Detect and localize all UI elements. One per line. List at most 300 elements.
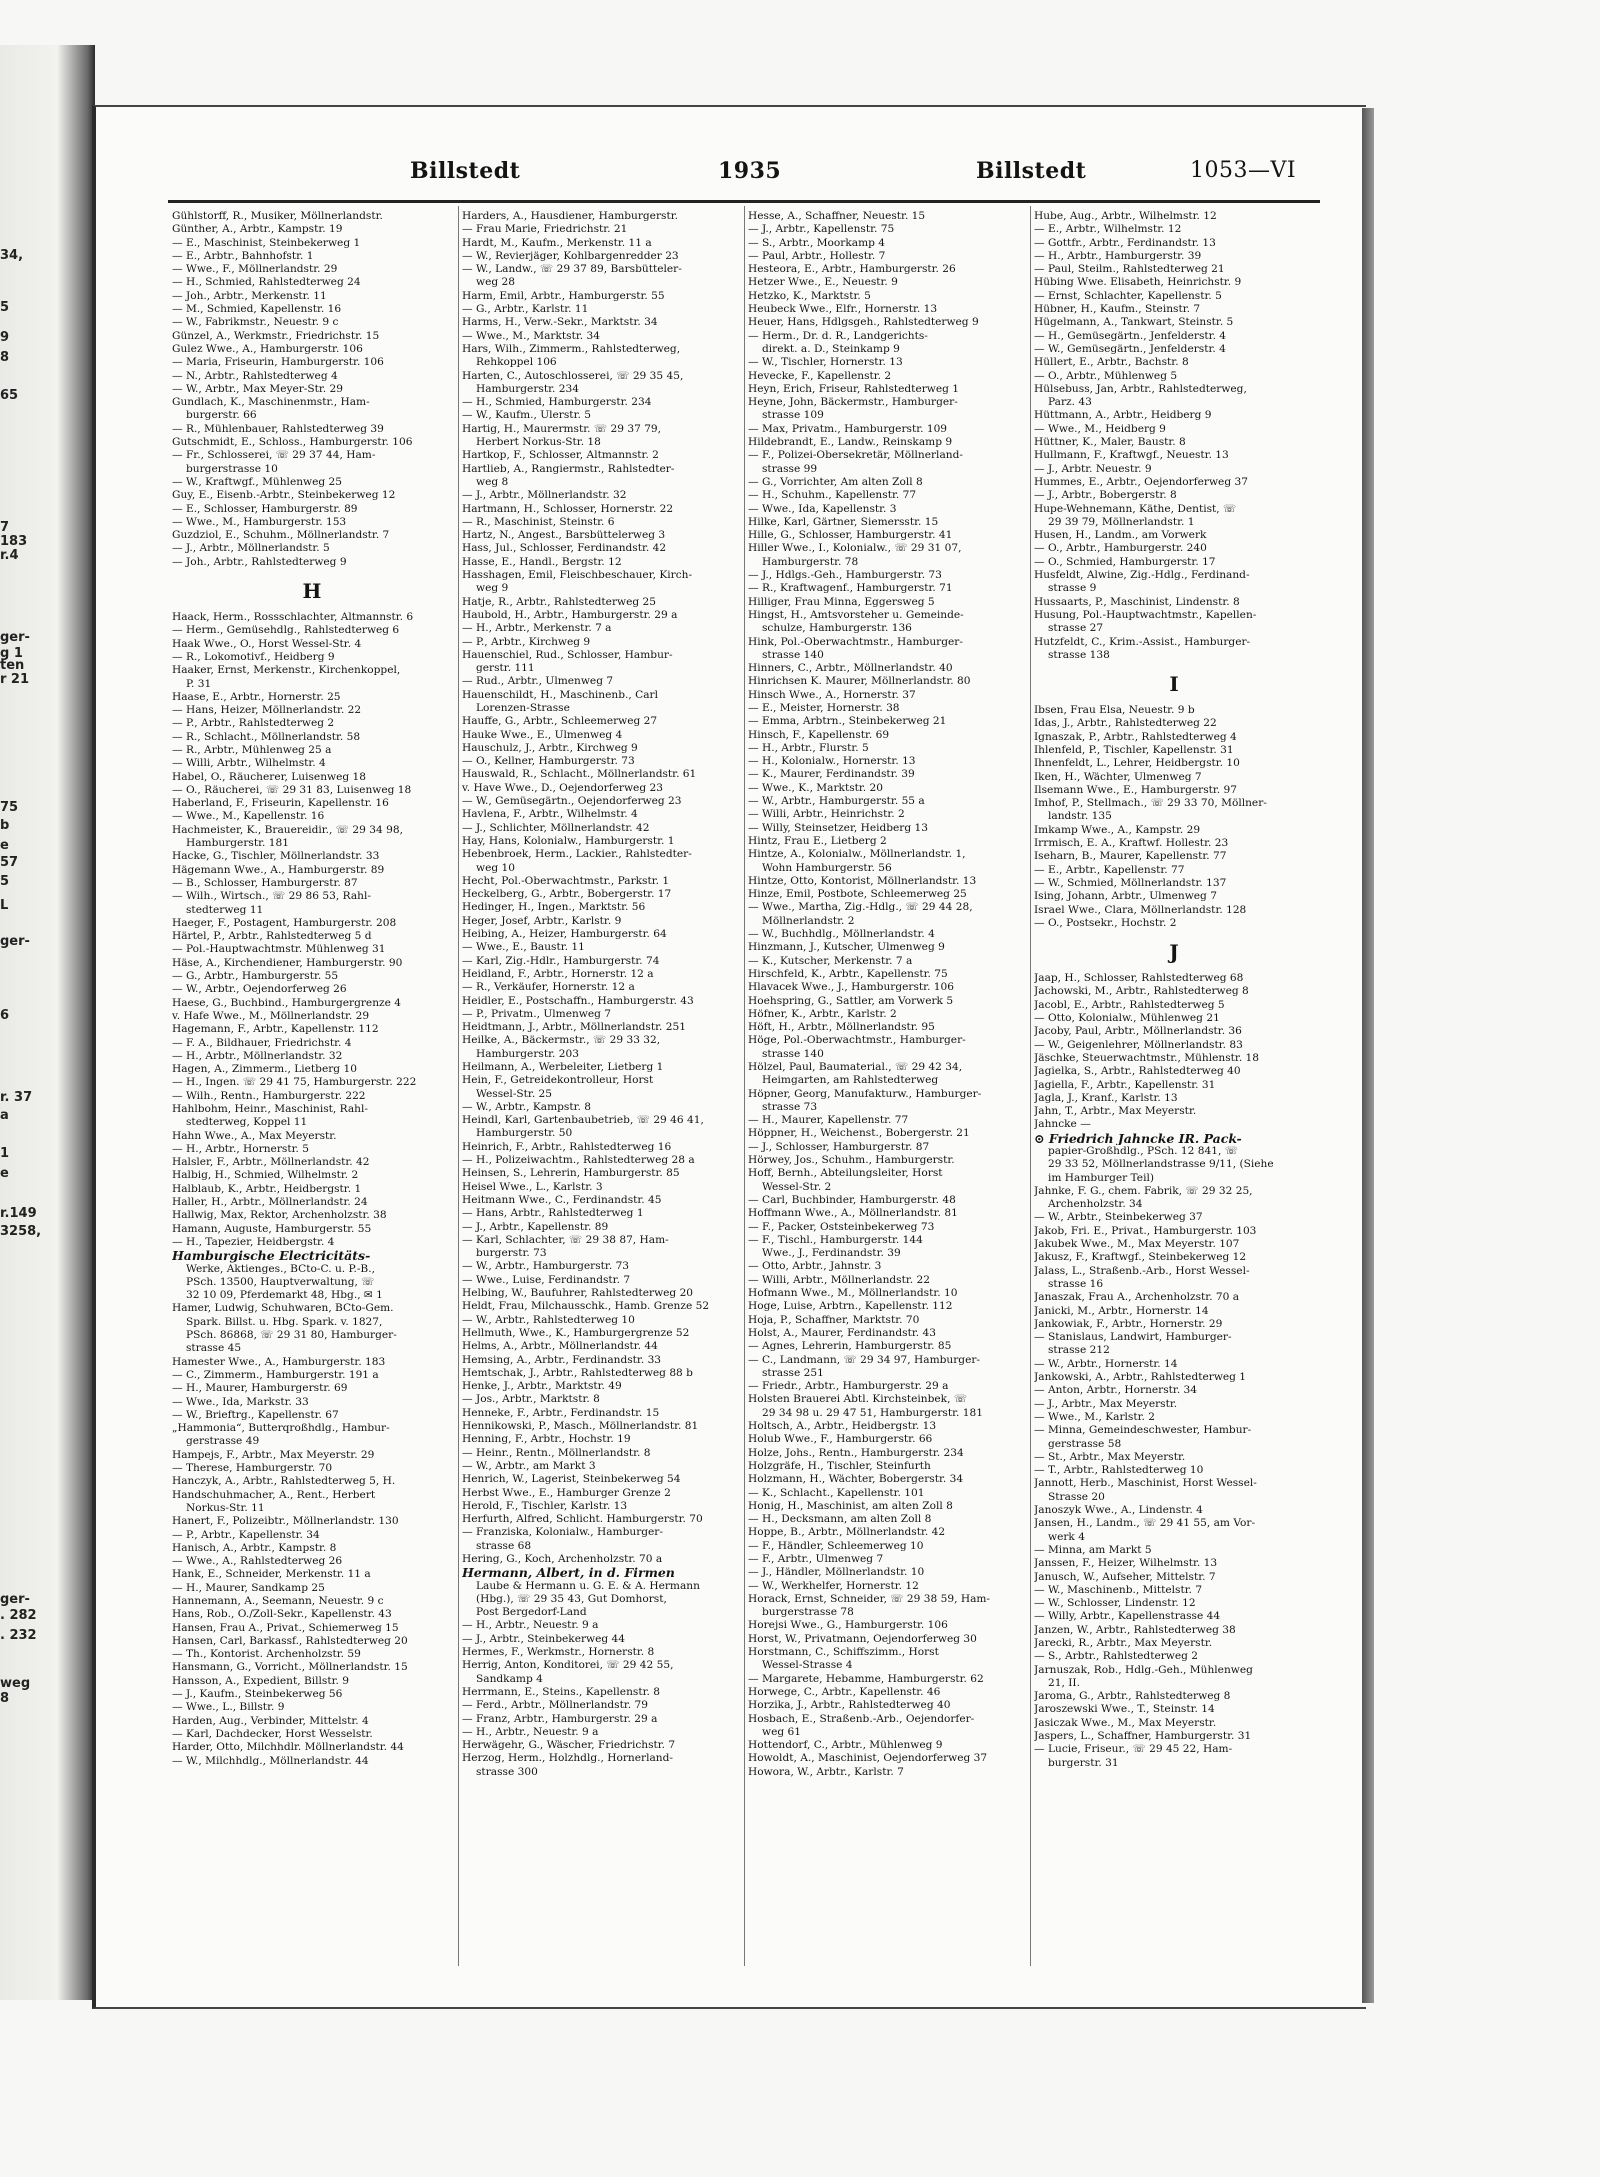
- directory-entry-line: — E., Meister, Hornerstr. 38: [748, 701, 900, 714]
- directory-entry-line: Irrmisch, E. A., Kraftwf. Hollestr. 23: [1034, 837, 1229, 850]
- directory-entry-line: weg 28: [476, 276, 515, 289]
- directory-entry-line: — Wwe., Ida, Kapellenstr. 3: [748, 502, 897, 515]
- directory-entry-line: — F., Polizei-Obersekretär, Möllnerland-: [748, 449, 963, 462]
- directory-entry-line: — H., Arbtr., Hamburgerstr. 39: [1034, 249, 1202, 262]
- directory-entry-line: — Maria, Friseurin, Hamburgerstr. 106: [172, 356, 384, 369]
- directory-entry-line: Hering, G., Koch, Archenholzstr. 70 a: [462, 1552, 663, 1565]
- directory-entry-line: — H., Arbtr., Merkenstr. 7 a: [462, 622, 612, 635]
- directory-entry-line: Hoff, Bernh., Abteilungsleiter, Horst: [748, 1167, 943, 1180]
- directory-entry-line: burgerstrasse 10: [186, 462, 278, 475]
- directory-entry-line: Hermann, Albert, in d. Firmen: [462, 1566, 675, 1580]
- directory-entry-line: — Wwe., K., Marktstr. 20: [748, 781, 884, 794]
- directory-entry-line: — O., Schmied, Hamburgerstr. 17: [1034, 555, 1216, 568]
- directory-entry-line: — Wwe., F., Möllnerlandstr. 29: [172, 263, 338, 276]
- directory-entry-line: Guy, E., Eisenb.-Arbtr., Steinbekerweg 12: [172, 489, 396, 502]
- directory-entry-line: Halsler, F., Arbtr., Möllnerlandstr. 42: [172, 1156, 370, 1169]
- margin-fragment: 1: [0, 1146, 10, 1161]
- directory-entry-line: — Wilh., Wirtsch., ☏ 29 86 53, Rahl-: [172, 890, 371, 903]
- directory-entry-line: 29 33 52, Möllnerlandstrasse 9/11, (Siehe: [1048, 1158, 1274, 1171]
- directory-entry-line: Heibing, A., Heizer, Hamburgerstr. 64: [462, 928, 667, 941]
- directory-entry-line: Ihnenfeldt, L., Lehrer, Heidbergstr. 10: [1034, 757, 1240, 770]
- directory-entry-line: stedterweg 11: [186, 903, 264, 916]
- directory-entry-line: Jacoby, Paul, Arbtr., Möllnerlandstr. 36: [1034, 1025, 1242, 1038]
- directory-entry-line: Heidler, E., Postschaffn., Hamburgerstr. 43: [462, 994, 694, 1007]
- directory-entry-line: Hahlbohm, Heinr., Maschinist, Rahl-: [172, 1103, 368, 1115]
- directory-entry-line: Hübner, H., Kaufm., Steinstr. 7: [1034, 303, 1201, 316]
- directory-entry-line: — H., Decksmann, am alten Zoll 8: [748, 1513, 932, 1526]
- directory-entry-line: Jaap, H., Schlosser, Rahlstedterweg 68: [1034, 972, 1244, 985]
- directory-entry-line: Hüttmann, A., Arbtr., Heidberg 9: [1034, 409, 1212, 422]
- directory-entry-line: — Hans, Heizer, Möllnerlandstr. 22: [172, 704, 362, 717]
- directory-entry-line: Imhof, P., Stellmach., ☏ 29 33 70, Möllner-: [1034, 797, 1267, 810]
- directory-entry-line: — Lucie, Friseur., ☏ 29 45 22, Ham-: [1034, 1743, 1233, 1756]
- directory-entry-line: Hagen, A., Zimmerm., Lietberg 10: [172, 1063, 357, 1076]
- directory-entry-line: Hevecke, F., Kapellenstr. 2: [748, 369, 892, 382]
- directory-entry-line: — W., Arbtr., Oejendorferweg 26: [172, 983, 347, 996]
- directory-entry-line: — R., Mühlenbauer, Rahlstedterweg 39: [172, 422, 384, 435]
- directory-entry-line: — W., Arbtr., Rahlstedterweg 10: [462, 1313, 635, 1326]
- directory-entry-line: — O., Postsekr., Hochstr. 2: [1034, 916, 1177, 929]
- directory-entry-line: — O., Arbtr., Mühlenweg 5: [1034, 369, 1178, 382]
- directory-entry-line: — H., Kolonialw., Hornerstr. 13: [748, 755, 916, 768]
- directory-entry-line: — J., Arbtr. Neuestr. 9: [1034, 462, 1152, 475]
- directory-entry-line: Hesse, A., Schaffner, Neuestr. 15: [748, 210, 926, 222]
- directory-entry-line: Strasse 20: [1048, 1490, 1105, 1503]
- directory-entry-line: Hintze, Otto, Kontorist, Möllnerlandstr. 13: [748, 874, 977, 887]
- directory-entry-line: Heyn, Erich, Friseur, Rahlstedterweg 1: [748, 382, 960, 395]
- directory-entry-line: Hoffmann Wwe., A., Möllnerlandstr. 81: [748, 1207, 958, 1220]
- directory-entry-line: Hummes, E., Arbtr., Oejendorferweg 37: [1034, 475, 1248, 488]
- directory-entry-line: Heimgarten, am Rahlstedterweg: [762, 1074, 939, 1087]
- directory-entry-line: — P., Privatm., Ulmenweg 7: [462, 1007, 612, 1020]
- directory-entry-line: Hinze, Emil, Postbote, Schleemerweg 25: [748, 888, 967, 901]
- directory-entry-line: Hartlieb, A., Rangiermstr., Rahlstedter-: [462, 462, 675, 475]
- directory-entry-line: Herbert Norkus-Str. 18: [476, 436, 601, 449]
- directory-entry-line: burgerstr. 73: [476, 1247, 547, 1260]
- directory-entry-line: — Karl, Schlachter, ☏ 29 38 87, Ham-: [462, 1233, 669, 1246]
- directory-entry-line: — R., Lokomotivf., Heidberg 9: [172, 650, 335, 663]
- directory-entry-line: Hinzmann, J., Kutscher, Ulmenweg 9: [748, 941, 945, 954]
- directory-entry-line: strasse 140: [762, 1047, 824, 1060]
- directory-entry-line: Wwe., J., Ferdinandstr. 39: [762, 1247, 901, 1260]
- directory-entry-line: Hardt, M., Kaufm., Merkenstr. 11 a: [462, 236, 652, 249]
- directory-entry-line: Gutschmidt, E., Schloss., Hamburgerstr. 106: [172, 436, 413, 449]
- directory-entry-line: Hintz, Frau E., Lietberg 2: [748, 834, 887, 847]
- directory-entry-line: — H., Maurer, Hamburgerstr. 69: [172, 1382, 348, 1395]
- directory-entry-line: — R., Arbtr., Mühlenweg 25 a: [172, 743, 332, 756]
- directory-entry-line: Hilliger, Frau Minna, Eggersweg 5: [748, 595, 935, 608]
- directory-entry-line: Hallwig, Max, Rektor, Archenholzstr. 38: [172, 1209, 387, 1222]
- directory-entry-line: Archenholzstr. 34: [1048, 1198, 1143, 1211]
- directory-entry-line: — W., Arbtr., am Markt 3: [462, 1459, 596, 1472]
- directory-entry-line: — H., Tapezier, Heidbergstr. 4: [172, 1235, 335, 1248]
- directory-entry-line: Janusch, W., Aufseher, Mittelstr. 7: [1034, 1570, 1216, 1583]
- directory-entry-line: — E., Schlosser, Hamburgerstr. 89: [172, 502, 358, 515]
- directory-entry-line: Hamester Wwe., A., Hamburgerstr. 183: [172, 1355, 386, 1368]
- directory-entry-line: Hanczyk, A., Arbtr., Rahlstedterweg 5, H.: [172, 1475, 396, 1488]
- directory-entry-line: Hauffe, G., Arbtr., Schleemerweg 27: [462, 715, 658, 728]
- directory-entry-line: — H., Maurer, Sandkamp 25: [172, 1581, 325, 1594]
- directory-entry-line: — O., Arbtr., Hamburgerstr. 240: [1034, 542, 1207, 555]
- directory-entry-line: gerstr. 111: [476, 662, 535, 675]
- directory-entry-line: Hupe-Wehnemann, Käthe, Dentist, ☏: [1034, 502, 1237, 515]
- directory-entry-line: Janoszyk Wwe., A., Lindenstr. 4: [1034, 1504, 1203, 1517]
- directory-entry-line: Hinrichsen K. Maurer, Möllnerlandstr. 80: [748, 675, 971, 688]
- directory-entry-line: — Karl, Dachdecker, Horst Wesselstr.: [172, 1727, 373, 1740]
- margin-fragment: L: [0, 898, 9, 913]
- section-letter: I: [1169, 672, 1179, 697]
- directory-column-4: [1034, 210, 1314, 1770]
- directory-entry-line: — W., Arbtr., Hamburgerstr. 73: [462, 1260, 630, 1273]
- directory-entry-line: Harms, H., Verw.-Sekr., Marktstr. 34: [462, 316, 658, 329]
- directory-entry-line: strasse 99: [762, 462, 818, 475]
- directory-entry-line: Hass, Jul., Schlosser, Ferdinandstr. 42: [462, 542, 667, 555]
- directory-entry-line: — W., Arbtr., Max Meyer-Str. 29: [172, 382, 344, 395]
- directory-entry-line: Hemtschak, J., Arbtr., Rahlstedterweg 88 b: [462, 1366, 693, 1379]
- directory-entry-line: Heidtmann, J., Arbtr., Möllnerlandstr. 251: [462, 1021, 686, 1034]
- directory-entry-line: (Hbg.), ☏ 29 35 43, Gut Domhorst,: [476, 1592, 667, 1605]
- directory-entry-line: Parz. 43: [1048, 396, 1092, 409]
- directory-entry-line: — Th., Kontorist. Archenholzstr. 59: [172, 1648, 361, 1661]
- directory-entry-line: strasse 300: [476, 1765, 538, 1778]
- directory-entry-line: Henke, J., Arbtr., Marktstr. 49: [462, 1380, 622, 1393]
- directory-entry-line: — H., Polizeiwachtm., Rahlstedterweg 28 a: [462, 1154, 695, 1167]
- directory-entry-line: Hagemann, F., Arbtr., Kapellenstr. 112: [172, 1023, 379, 1036]
- directory-entry-line: 29 39 79, Möllnerlandstr. 1: [1048, 515, 1195, 528]
- directory-entry-line: — J., Kaufm., Steinbekerweg 56: [172, 1688, 343, 1701]
- directory-entry-line: Harder, Otto, Milchhdlr. Möllnerlandstr. 44: [172, 1741, 404, 1754]
- directory-entry-line: Hans, Rob., O./Zoll-Sekr., Kapellenstr. 43: [172, 1608, 392, 1621]
- directory-entry-line: Höge, Pol.-Oberwachtmstr., Hamburger-: [748, 1034, 966, 1047]
- directory-entry-line: Jachowski, M., Arbtr., Rahlstedterweg 8: [1034, 985, 1249, 998]
- directory-entry-line: — Friedr., Arbtr., Hamburgerstr. 29 a: [748, 1380, 949, 1393]
- directory-entry-line: Heitmann Wwe., C., Ferdinandstr. 45: [462, 1193, 662, 1206]
- directory-entry-line: strasse 212: [1048, 1344, 1110, 1357]
- directory-entry-line: Jankowski, A., Arbtr., Rahlstedterweg 1: [1034, 1371, 1247, 1384]
- directory-entry-line: Hügelmann, A., Tankwart, Steinstr. 5: [1034, 316, 1234, 329]
- directory-entry-line: Hamburgische Electricitäts-: [172, 1249, 371, 1263]
- directory-entry-line: — W., Tischler, Hornerstr. 13: [748, 356, 903, 369]
- directory-entry-line: Heilke, A., Bäckermstr., ☏ 29 33 32,: [462, 1034, 661, 1047]
- margin-fragment: ger-: [0, 1592, 30, 1607]
- directory-entry-line: Herbst Wwe., E., Hamburger Grenze 2: [462, 1486, 671, 1499]
- directory-entry-line: — W., Milchhdlg., Möllnerlandstr. 44: [172, 1754, 369, 1767]
- directory-entry-line: — R., Schlacht., Möllnerlandstr. 58: [172, 730, 361, 743]
- directory-entry-line: gerstrasse 49: [186, 1435, 260, 1448]
- margin-fragment: ger-: [0, 934, 30, 949]
- directory-entry-line: gerstrasse 58: [1048, 1437, 1122, 1450]
- directory-entry-line: — G., Vorrichter, Am alten Zoll 8: [748, 475, 923, 488]
- directory-entry-line: Hauenschiel, Rud., Schlosser, Hambur-: [462, 648, 673, 661]
- directory-entry-line: Herrig, Anton, Konditorei, ☏ 29 42 55,: [462, 1659, 674, 1672]
- directory-entry-line: — H., Schmied, Rahlstedterweg 24: [172, 276, 361, 289]
- directory-entry-line: strasse 251: [762, 1366, 824, 1379]
- directory-entry-line: — Joh., Arbtr., Rahlstedterweg 9: [172, 555, 347, 568]
- directory-entry-line: — F. A., Bildhauer, Friedrichstr. 4: [172, 1036, 352, 1049]
- directory-entry-line: — H., Arbtr., Flurstr. 5: [748, 741, 869, 754]
- directory-entry-line: Hofmann Wwe., M., Möllnerlandstr. 10: [748, 1287, 958, 1300]
- directory-entry-line: Hosbach, E., Straßenb.-Arb., Oejendorfer-: [748, 1712, 975, 1725]
- directory-entry-line: — H., Ingen. ☏ 29 41 75, Hamburgerstr. 222: [172, 1076, 417, 1089]
- directory-entry-line: — Willi, Arbtr., Wilhelmstr. 4: [172, 757, 326, 770]
- directory-entry-line: Haaker, Ernst, Merkenstr., Kirchenkoppel,: [172, 664, 401, 677]
- directory-entry-line: Hägemann Wwe., A., Hamburgerstr. 89: [172, 863, 385, 876]
- directory-entry-line: Hachmeister, K., Brauereidir., ☏ 29 34 98,: [172, 823, 403, 836]
- directory-entry-line: Harm, Emil, Arbtr., Hamburgerstr. 55: [462, 289, 665, 302]
- directory-entry-line: Hussaarts, P., Maschinist, Lindenstr. 8: [1034, 595, 1240, 608]
- directory-entry-line: v. Have Wwe., D., Oejendorferweg 23: [462, 781, 663, 794]
- directory-entry-line: Heidland, F., Arbtr., Hornerstr. 12 a: [462, 967, 654, 980]
- directory-entry-line: Hedinger, H., Ingen., Marktstr. 56: [462, 901, 646, 914]
- directory-entry-line: Harders, A., Hausdiener, Hamburgerstr.: [462, 210, 678, 222]
- directory-entry-line: — Ernst, Schlachter, Kapellenstr. 5: [1034, 289, 1222, 302]
- directory-entry-line: Janzen, W., Arbtr., Rahlstedterweg 38: [1034, 1623, 1236, 1636]
- margin-fragment: . 282: [0, 1608, 37, 1623]
- directory-entry-line: Hatje, R., Arbtr., Rahlstedterweg 25: [462, 595, 656, 608]
- directory-entry-line: Iken, H., Wächter, Ulmenweg 7: [1034, 770, 1202, 783]
- directory-entry-line: strasse 73: [762, 1100, 818, 1113]
- directory-entry-line: werk 4: [1048, 1530, 1085, 1543]
- directory-entry-line: Hottendorf, C., Arbtr., Mühlenweg 9: [748, 1739, 943, 1752]
- directory-entry-line: Hamburgerstr. 203: [476, 1047, 579, 1060]
- directory-entry-line: — J., Arbtr., Kapellenstr. 75: [748, 223, 895, 236]
- directory-entry-line: Husung, Pol.-Hauptwachtmstr., Kapellen-: [1034, 608, 1257, 621]
- directory-entry-line: — Ferd., Arbtr., Möllnerlandstr. 79: [462, 1699, 648, 1712]
- directory-entry-line: Husen, H., Landm., am Vorwerk: [1034, 529, 1207, 542]
- directory-entry-line: weg 10: [476, 861, 515, 874]
- directory-entry-line: Herold, F., Tischler, Karlstr. 13: [462, 1499, 628, 1512]
- directory-entry-line: — Therese, Hamburgerstr. 70: [172, 1462, 333, 1475]
- directory-entry-line: Heger, Josef, Arbtr., Karlstr. 9: [462, 914, 622, 927]
- directory-entry-line: — S., Arbtr., Rahlstedterweg 2: [1034, 1650, 1199, 1663]
- directory-entry-line: PSch. 86868, ☏ 29 31 80, Hamburger-: [186, 1329, 397, 1342]
- directory-entry-line: — W., Landw., ☏ 29 37 89, Barsbütteler-: [462, 263, 682, 276]
- margin-fragment: 3258,: [0, 1224, 42, 1239]
- directory-entry-line: — T., Arbtr., Rahlstedterweg 10: [1034, 1464, 1204, 1477]
- directory-column-3: [748, 210, 1028, 1779]
- margin-fragment: r.149: [0, 1206, 37, 1221]
- directory-entry-line: Haeger, F., Postagent, Hamburgerstr. 208: [172, 916, 397, 929]
- directory-entry-line: — E., Arbtr., Bahnhofstr. 1: [172, 249, 314, 262]
- directory-entry-line: — Gottfr., Arbtr., Ferdinandstr. 13: [1034, 236, 1216, 249]
- directory-entry-line: weg 9: [476, 582, 509, 595]
- directory-entry-line: Honig, H., Maschinist, am alten Zoll 8: [748, 1499, 953, 1512]
- directory-entry-line: — W., Kaufm., Ulerstr. 5: [462, 409, 591, 422]
- directory-entry-line: Holzgräfe, H., Tischler, Steinfurth: [748, 1459, 931, 1472]
- directory-entry-line: — Fr., Schlosserei, ☏ 29 37 44, Ham-: [172, 449, 376, 462]
- directory-entry-line: Hille, G., Schlosser, Hamburgerstr. 41: [748, 529, 953, 542]
- directory-entry-line: Holtsch, A., Arbtr., Heidbergstr. 13: [748, 1420, 937, 1433]
- directory-entry-line: Hecht, Pol.-Oberwachtmstr., Parkstr. 1: [462, 874, 670, 887]
- directory-entry-line: Hasshagen, Emil, Fleischbeschauer, Kirch-: [462, 569, 693, 582]
- directory-entry-line: Jankowiak, F., Arbtr., Hornerstr. 29: [1034, 1317, 1223, 1330]
- directory-entry-line: — H., Arbtr., Neuestr. 9 a: [462, 1619, 599, 1632]
- directory-entry-line: — Wilh., Rentn., Hamburgerstr. 222: [172, 1089, 366, 1102]
- directory-entry-line: — F., Tischl., Hamburgerstr. 144: [748, 1233, 923, 1246]
- directory-entry-line: Möllnerlandstr. 2: [762, 914, 855, 927]
- directory-entry-line: Haberland, F., Friseurin, Kapellenstr. 16: [172, 797, 389, 810]
- directory-entry-line: Helms, A., Arbtr., Möllnerlandstr. 44: [462, 1340, 658, 1353]
- directory-entry-line: Holsten Brauerei Abtl. Kirchsteinbek, ☏: [748, 1393, 968, 1406]
- margin-fragment: r 21: [0, 672, 30, 687]
- directory-entry-line: Hamann, Auguste, Hamburgerstr. 55: [172, 1222, 372, 1235]
- directory-entry-line: Herfurth, Alfred, Schlicht. Hamburgerstr. 70: [462, 1513, 703, 1526]
- directory-entry-line: Jaroma, G., Arbtr., Rahlstedterweg 8: [1034, 1690, 1231, 1703]
- directory-entry-line: Hemsing, A., Arbtr., Ferdinandstr. 33: [462, 1353, 662, 1366]
- directory-entry-line: Hölzel, Paul, Baumaterial., ☏ 29 42 34,: [748, 1061, 963, 1073]
- margin-fragment: b: [0, 818, 10, 833]
- directory-entry-line: — J., Arbtr., Kapellenstr. 89: [462, 1220, 609, 1233]
- directory-entry-line: Jaroszewski Wwe., T., Steinstr. 14: [1034, 1703, 1215, 1716]
- directory-entry-line: Ihlenfeld, P., Tischler, Kapellenstr. 31: [1034, 743, 1234, 756]
- directory-entry-line: — Wwe., L., Billstr. 9: [172, 1701, 285, 1714]
- directory-entry-line: — Frau Marie, Friedrichstr. 21: [462, 223, 628, 236]
- directory-entry-line: Heilmann, A., Werbeleiter, Lietberg 1: [462, 1061, 664, 1073]
- directory-entry-line: — H., Arbtr., Möllnerlandstr. 32: [172, 1049, 343, 1062]
- directory-entry-line: v. Hafe Wwe., M., Möllnerlandstr. 29: [172, 1009, 370, 1022]
- directory-entry-line: Hamburgerstr. 78: [762, 555, 859, 568]
- directory-entry-line: Howora, W., Arbtr., Karlstr. 7: [748, 1765, 904, 1778]
- directory-entry-line: Horzika, J., Arbtr., Rahlstedterweg 40: [748, 1699, 951, 1712]
- directory-entry-line: Havlena, F., Arbtr., Wilhelmstr. 4: [462, 808, 638, 821]
- directory-entry-line: — C., Zimmerm., Hamburgerstr. 191 a: [172, 1368, 379, 1381]
- directory-entry-line: Hamburgerstr. 181: [186, 837, 289, 850]
- directory-entry-line: Hansmann, G., Vorricht., Möllnerlandstr. 15: [172, 1661, 408, 1674]
- directory-entry-line: Hoge, Luise, Arbtrn., Kapellenstr. 112: [748, 1300, 953, 1313]
- section-letter: H: [302, 579, 322, 604]
- directory-entry-line: Hirschfeld, K., Arbtr., Kapellenstr. 75: [748, 967, 948, 980]
- directory-entry-line: Jahn, T., Arbtr., Max Meyerstr.: [1034, 1105, 1197, 1118]
- directory-entry-line: — Margarete, Hebamme, Hamburgerstr. 62: [748, 1672, 984, 1685]
- directory-entry-line: — H., Schmied, Hamburgerstr. 234: [462, 396, 652, 409]
- directory-entry-line: — N., Arbtr., Rahlstedterweg 4: [172, 369, 338, 382]
- directory-entry-line: — W., Arbtr., Kampstr. 8: [462, 1100, 591, 1113]
- directory-entry-line: Jakubek Wwe., M., Max Meyerstr. 107: [1034, 1238, 1240, 1251]
- directory-entry-line: Herrmann, E., Steins., Kapellenstr. 8: [462, 1685, 660, 1698]
- directory-entry-line: Hetzer Wwe., E., Neuestr. 9: [748, 276, 898, 289]
- directory-entry-line: Hinners, C., Arbtr., Möllnerlandstr. 40: [748, 662, 953, 675]
- directory-entry-line: — J., Arbtr., Möllnerlandstr. 32: [462, 489, 627, 502]
- directory-entry-line: „Hammonia“, Butterqroßhdlg., Hambur-: [172, 1422, 390, 1435]
- directory-entry-line: — W., Arbtr., Hornerstr. 14: [1034, 1357, 1178, 1370]
- directory-entry-line: Heyne, John, Bäckermstr., Hamburger-: [748, 396, 958, 409]
- directory-entry-line: — M., Schmied, Kapellenstr. 16: [172, 303, 342, 316]
- directory-entry-line: — R., Verkäufer, Hornerstr. 12 a: [462, 981, 635, 994]
- directory-entry-line: Israel Wwe., Clara, Möllnerlandstr. 128: [1034, 903, 1247, 916]
- directory-entry-line: — Paul, Steilm., Rahlstedterweg 21: [1034, 263, 1225, 276]
- directory-entry-line: Hamburgerstr. 234: [476, 382, 579, 395]
- directory-entry-line: Gundlach, K., Maschinenmstr., Ham-: [172, 396, 370, 409]
- margin-fragment: ten: [0, 658, 25, 673]
- directory-entry-line: Hay, Hans, Kolonialw., Hamburgerstr. 1: [462, 834, 675, 847]
- margin-fragment: . 232: [0, 1628, 37, 1643]
- margin-fragment: e: [0, 1166, 9, 1181]
- directory-entry-line: strasse 27: [1048, 622, 1104, 635]
- margin-fragment: 34,: [0, 248, 24, 263]
- directory-entry-line: Hüttner, K., Maler, Baustr. 8: [1034, 436, 1186, 449]
- directory-entry-line: ⊙ Friedrich Jahncke IR. Pack-: [1034, 1131, 1242, 1145]
- directory-entry-line: Heuer, Hans, Hdlgsgeh., Rahlstedterweg 9: [748, 316, 979, 329]
- directory-entry-line: Husfeldt, Alwine, Zig.-Hdlg., Ferdinand-: [1034, 569, 1250, 582]
- directory-entry-line: Höft, H., Arbtr., Möllnerlandstr. 95: [748, 1021, 935, 1034]
- directory-entry-line: — Wwe., M., Hamburgerstr. 153: [172, 515, 347, 528]
- directory-entry-line: Heinsen, S., Lehrerin, Hamburgerstr. 85: [462, 1167, 680, 1180]
- directory-entry-line: Helbing, W., Baufuhrer, Rahlstedterweg 20: [462, 1287, 694, 1300]
- margin-fragment: 7: [0, 520, 10, 535]
- directory-entry-line: Janssen, F., Heizer, Wilhelmstr. 13: [1034, 1557, 1218, 1570]
- directory-entry-line: — C., Landmann, ☏ 29 34 97, Hamburger-: [748, 1353, 980, 1366]
- directory-entry-line: Hörwey, Jos., Schuhm., Hamburgerstr.: [748, 1154, 955, 1167]
- directory-entry-line: — O., Räucherei, ☏ 29 31 83, Luisenweg 18: [172, 783, 412, 796]
- section-letter: J: [1169, 940, 1179, 965]
- right-page-edge: [1362, 108, 1374, 2003]
- directory-entry-line: Laube & Hermann u. G. E. & A. Hermann: [476, 1579, 700, 1592]
- directory-entry-line: Herwägehr, G., Wäscher, Friedrichstr. 7: [462, 1739, 676, 1752]
- directory-entry-line: Hansen, Frau A., Privat., Schiemerweg 15: [172, 1621, 399, 1634]
- directory-entry-line: burgerstr. 66: [186, 409, 257, 422]
- directory-entry-line: strasse 45: [186, 1342, 242, 1355]
- directory-entry-line: Jalass, L., Straßenb.-Arb., Horst Wessel-: [1034, 1264, 1250, 1277]
- header-right-title: Billstedt: [976, 158, 1087, 184]
- header-year: 1935: [718, 158, 782, 184]
- directory-entry-line: Jagiella, F., Arbtr., Kapellenstr. 31: [1034, 1078, 1216, 1091]
- margin-fragment: e: [0, 838, 9, 853]
- directory-entry-line: — Rud., Arbtr., Ulmenweg 7: [462, 675, 614, 688]
- directory-entry-line: Hoppe, B., Arbtr., Möllnerlandstr. 42: [748, 1526, 946, 1539]
- directory-entry-line: strasse 9: [1048, 582, 1097, 595]
- left-page-margin-fragments: [0, 200, 40, 2000]
- directory-entry-line: Idas, J., Arbtr., Rahlstedterweg 22: [1034, 717, 1217, 730]
- directory-entry-line: PSch. 13500, Hauptverwaltung, ☏: [186, 1275, 375, 1288]
- directory-entry-line: — J., Arbtr., Max Meyerstr.: [1034, 1397, 1178, 1410]
- directory-entry-line: Jäschke, Steuerwachtmstr., Mühlenstr. 18: [1034, 1051, 1260, 1064]
- directory-entry-line: Haack, Herm., Rossschlachter, Altmannstr. 6: [172, 611, 414, 624]
- directory-entry-line: Haak Wwe., O., Horst Wessel-Str. 4: [172, 637, 362, 650]
- directory-entry-line: Haubold, H., Arbtr., Hamburgerstr. 29 a: [462, 608, 678, 621]
- margin-fragment: r.4: [0, 548, 19, 563]
- directory-entry-line: P. 31: [186, 677, 212, 690]
- directory-entry-line: — J., Schlichter, Möllnerlandstr. 42: [462, 821, 650, 834]
- margin-fragment: 5: [0, 300, 10, 315]
- page-header: [170, 158, 1310, 198]
- directory-entry-line: Halbig, H., Schmied, Wilhelmstr. 2: [172, 1169, 359, 1182]
- directory-entry-line: — Willi, Arbtr., Möllnerlandstr. 22: [748, 1273, 930, 1286]
- directory-entry-line: Hacke, G., Tischler, Möllnerlandstr. 33: [172, 850, 380, 863]
- directory-entry-line: Hellmuth, Wwe., K., Hamburgergrenze 52: [462, 1326, 690, 1339]
- directory-entry-line: — H., Maurer, Kapellenstr. 77: [748, 1114, 909, 1127]
- directory-entry-line: Jagielka, S., Arbtr., Rahlstedterweg 40: [1034, 1065, 1241, 1078]
- directory-entry-line: — W., Buchhdlg., Möllnerlandstr. 4: [748, 928, 935, 941]
- directory-entry-line: Hilke, Karl, Gärtner, Siemersstr. 15: [748, 515, 939, 528]
- directory-entry-line: — W., Gemüsegärtn., Oejendorferweg 23: [462, 795, 682, 808]
- directory-entry-line: Hauswald, R., Schlacht., Möllnerlandstr. 61: [462, 768, 697, 781]
- directory-entry-line: Hank, E., Schneider, Merkenstr. 11 a: [172, 1568, 371, 1581]
- directory-entry-line: Sandkamp 4: [476, 1672, 543, 1685]
- margin-fragment: a: [0, 1108, 9, 1123]
- directory-entry-line: — P., Arbtr., Kapellenstr. 34: [172, 1528, 320, 1541]
- directory-entry-line: Hinsch Wwe., A., Hornerstr. 37: [748, 688, 916, 701]
- directory-entry-line: Janicki, M., Arbtr., Hornerstr. 14: [1034, 1304, 1209, 1317]
- directory-entry-line: Günther, A., Arbtr., Kampstr. 19: [172, 223, 343, 236]
- directory-entry-line: — Wwe., M., Kapellenstr. 16: [172, 810, 325, 823]
- directory-entry-line: Hansson, A., Expedient, Billstr. 9: [172, 1674, 349, 1687]
- directory-entry-line: Rehkoppel 106: [476, 356, 557, 369]
- directory-entry-line: — W., Gemüsegärtn., Jenfelderstr. 4: [1034, 342, 1226, 355]
- directory-entry-line: — E., Arbtr., Kapellenstr. 77: [1034, 863, 1185, 876]
- directory-entry-line: — F., Arbtr., Ulmenweg 7: [748, 1552, 884, 1565]
- margin-fragment: g 1: [0, 646, 23, 661]
- directory-entry-line: Horwege, C., Arbtr., Kapellenstr. 46: [748, 1685, 941, 1698]
